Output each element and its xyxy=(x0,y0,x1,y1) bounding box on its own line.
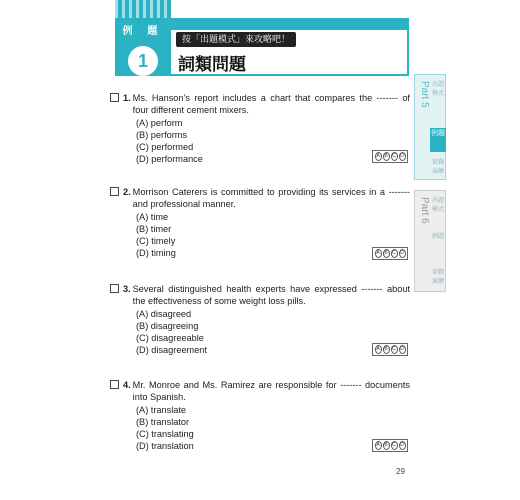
question-number: 1. xyxy=(123,93,131,103)
option-b: (B) timer xyxy=(136,224,172,234)
part5-item-1: 出題模式 xyxy=(432,82,445,97)
page-number: 29 xyxy=(396,467,405,476)
side-tab-part5-active-item[interactable]: 例題 xyxy=(430,128,446,152)
question-text: Ms. Hanson’s report includes a chart that compares the ------- of four different cement mixers. xyxy=(132,93,410,115)
instruction-pill: 按「出題模式」來攻略吧！ xyxy=(176,32,296,47)
bubble-b[interactable]: B xyxy=(384,250,388,256)
option-b: (B) disagreeing xyxy=(136,321,199,331)
part5-item-3: 實戰演練 xyxy=(432,160,445,175)
option-a: (A) time xyxy=(136,212,169,222)
bubble-a[interactable]: A xyxy=(376,442,380,448)
question-2 xyxy=(110,186,410,259)
example-number-badge: 1 xyxy=(128,46,158,76)
answer-bubbles-2[interactable] xyxy=(372,247,408,260)
question-text: Mr. Monroe and Ms. Ramirez are responsible for ------- documents into Spanish. xyxy=(132,380,410,402)
bubble-d[interactable]: D xyxy=(400,346,404,352)
bubble-d[interactable]: D xyxy=(400,442,404,448)
bubble-a[interactable]: A xyxy=(376,153,380,159)
bubble-c[interactable]: C xyxy=(392,442,396,448)
option-d: (D) disagreement xyxy=(136,345,207,355)
option-d: (D) timing xyxy=(136,248,176,258)
question-number: 3. xyxy=(123,284,131,294)
question-checkbox[interactable] xyxy=(110,187,119,196)
part6-item-2: 例題 xyxy=(432,234,445,240)
option-d: (D) performance xyxy=(136,154,203,164)
side-tab-part6[interactable] xyxy=(414,190,446,292)
part6-item-1: 出題模式 xyxy=(432,198,445,213)
option-b: (B) performs xyxy=(136,130,188,140)
option-a: (A) disagreed xyxy=(136,309,192,319)
example-tag-label: 例 題 xyxy=(122,26,164,37)
side-tab-part5-label: Part 5 xyxy=(419,81,430,108)
option-c: (C) disagreeable xyxy=(136,333,204,343)
question-checkbox[interactable] xyxy=(110,380,119,389)
answer-bubbles-1[interactable] xyxy=(372,150,408,163)
answer-bubbles-3[interactable] xyxy=(372,343,408,356)
question-4 xyxy=(110,379,410,452)
tag-stripes xyxy=(115,0,171,18)
bubble-a[interactable]: A xyxy=(376,346,380,352)
question-1 xyxy=(110,92,410,165)
question-checkbox[interactable] xyxy=(110,93,119,102)
bubble-c[interactable]: C xyxy=(392,346,396,352)
bubble-b[interactable]: B xyxy=(384,346,388,352)
side-tab-part5[interactable] xyxy=(414,74,446,180)
side-tab-part6-label: Part 6 xyxy=(419,197,430,224)
bubble-b[interactable]: B xyxy=(384,442,388,448)
question-text: Several distinguished health experts have expressed ------- about the effectiveness of some weight loss pills. xyxy=(132,284,410,306)
option-a: (A) translate xyxy=(136,405,187,415)
part6-item-3: 實戰演練 xyxy=(432,270,445,285)
bubble-d[interactable]: D xyxy=(400,153,404,159)
answer-bubbles-4[interactable] xyxy=(372,439,408,452)
question-number: 2. xyxy=(123,187,131,197)
option-d: (D) translation xyxy=(136,441,194,451)
bubble-b[interactable]: B xyxy=(384,153,388,159)
bubble-c[interactable]: C xyxy=(392,153,396,159)
question-text: Morrison Caterers is committed to providing its services in a ------- and professional manner. xyxy=(132,187,410,209)
option-c: (C) performed xyxy=(136,142,194,152)
option-a: (A) perform xyxy=(136,118,183,128)
bubble-a[interactable]: A xyxy=(376,250,380,256)
page-title: 詞類問題 xyxy=(178,55,246,75)
question-3 xyxy=(110,283,410,356)
header-banner-strip xyxy=(171,18,409,30)
option-c: (C) timely xyxy=(136,236,176,246)
option-c: (C) translating xyxy=(136,429,194,439)
bubble-d[interactable]: D xyxy=(400,250,404,256)
question-checkbox[interactable] xyxy=(110,284,119,293)
question-number: 4. xyxy=(123,380,131,390)
option-b: (B) translator xyxy=(136,417,190,427)
bubble-c[interactable]: C xyxy=(392,250,396,256)
